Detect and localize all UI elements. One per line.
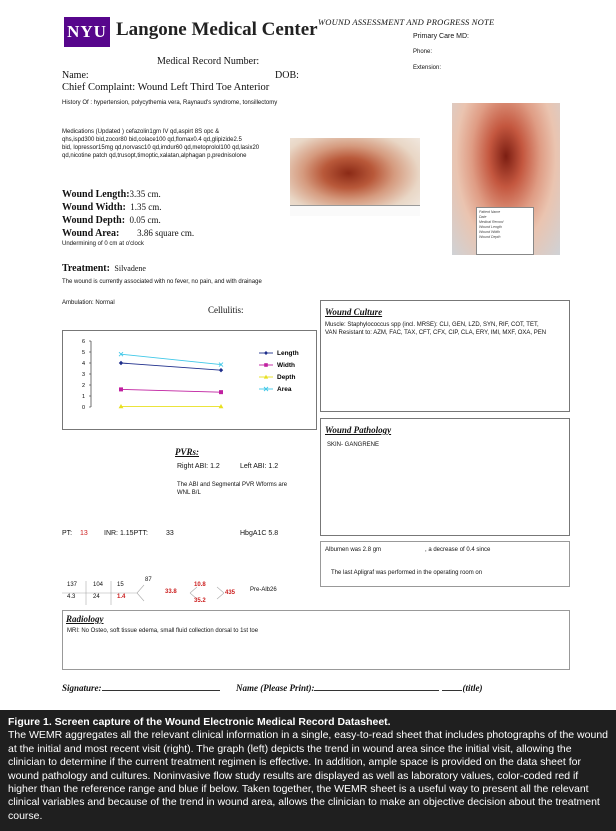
tag-line: Medical Record	[479, 220, 504, 224]
radiology-text: MRI: No Osteo, soft tissue edema, small fluid collection dorsal to 1st toe	[67, 628, 259, 634]
measure-label: Wound Area:	[62, 228, 120, 239]
pvr-note: The ABI and Segmental PVR Wforms are	[177, 482, 288, 488]
data-point-width	[219, 390, 223, 394]
phone-label: Phone:	[413, 49, 433, 55]
name-label: Name:	[62, 70, 89, 81]
pt-label: PT:	[62, 530, 73, 537]
cellulitis-label: Cellulitis:	[208, 305, 244, 315]
undermining-text: Undermining of 0 cm at o'clock	[62, 241, 144, 247]
tag-line: Date	[479, 215, 487, 219]
legend-marker	[264, 351, 268, 355]
hba1c: HbgA1C 5.8	[240, 530, 279, 537]
y-tick-label: 3	[81, 372, 85, 378]
inr-label: INR: 1.15PTT:	[104, 530, 148, 537]
lab-wbc: 33.8	[165, 589, 177, 595]
med-line: bid, lopressor15mg qd,norvasc10 qd,imdur60 qd,metoprolol100 qd,lasix20	[62, 145, 260, 151]
lab-hct: 35.2	[194, 598, 206, 604]
lab-hgb: 10.8	[194, 582, 206, 588]
measure-value: 0.05 cm.	[129, 215, 161, 225]
chief-complaint: Chief Complaint: Wound Left Third Toe Anterior	[62, 82, 270, 93]
note-title: WOUND ASSESSMENT AND PROGRESS NOTE	[318, 17, 495, 27]
measure-row	[62, 210, 194, 226]
history-text: History Of : hypertension, polycythemia vera, Raynaud's syndrome, tonsillectomy	[62, 100, 278, 106]
dob-label: DOB:	[275, 70, 299, 81]
pt-value: 13	[80, 530, 88, 537]
lab-co2: 24	[93, 594, 100, 600]
title-label: (title)	[462, 683, 483, 693]
series-line-area	[121, 354, 221, 364]
treatment-label: Treatment:	[62, 263, 110, 274]
caption-heading	[8, 716, 608, 729]
culture-title: Wound Culture	[325, 307, 383, 317]
data-point-length	[219, 368, 223, 372]
radiology-title: Radiology	[66, 614, 104, 624]
measure-value: 3.35 cm.	[129, 189, 161, 199]
extension-label: Extension:	[413, 65, 442, 71]
y-tick-label: 5	[81, 350, 85, 356]
left-abi: Left ABI: 1.2	[240, 463, 279, 470]
ptt-value: 33	[166, 530, 174, 537]
legend-label-depth: Depth	[277, 374, 296, 382]
lab-cr: 1.4	[117, 594, 126, 600]
measure-label: Wound Depth:	[62, 215, 126, 226]
ambulation-text: Ambulation: Normal	[62, 300, 115, 306]
tag-line: Patient Name	[479, 210, 501, 214]
recent-wound-photo	[452, 103, 560, 255]
name-print-line	[314, 690, 439, 691]
legend-label-area: Area	[277, 386, 292, 394]
series-line-length	[121, 363, 221, 370]
y-tick-label: 0	[81, 405, 85, 411]
radiology-box	[62, 610, 570, 670]
measures-block	[62, 184, 195, 239]
albumin-box	[320, 541, 570, 587]
caption-label: Figure 1.	[8, 716, 52, 728]
lab-prealb: Pre-Alb26	[250, 587, 277, 593]
tag-line: Wound Depth	[479, 235, 501, 239]
current-status-text: The wound is currently associated with no fever, no pain, and with drainage	[62, 279, 262, 285]
primary-care-label: Primary Care MD:	[413, 33, 470, 40]
albumen-decrease: , a decrease of 0.4 since	[425, 547, 491, 553]
culture-line: Muscle: Staphylococcus spp (incl. MRSE): CLI, GEN, LZD, SYN, RIF, COT, TET,	[325, 322, 539, 328]
measure-row	[62, 184, 194, 200]
series-line-width	[121, 389, 221, 392]
wound-pathology-box	[320, 418, 570, 536]
wound-culture-box	[320, 300, 570, 412]
figure-caption	[0, 710, 616, 831]
measure-label: Wound Length:	[62, 189, 130, 200]
caption-body: The WEMR aggregates all the relevant clinical information in a single, easy-to-read sheet that includes photographs of the wound at the initial and most recent visit (right). The graph (left) depicts the trend in wound area since the initial visit, allowing the clinician to determine if the current treatment regimen is effective. In addition, ample space is provided on the data sheet for wound pathology and cultures. Noninvasive flow study results are displayed as well as laboratory values, color-coded red if higher than the reference range and blue if below. Taken together, the WEMR sheet is a useful way to present all the relevant clinical variables and because of the trend in wound area, allows the clinician to make an objective decision about the treatment course.	[8, 729, 609, 822]
tag-line: Wound Width	[479, 230, 500, 234]
medications-block	[62, 128, 302, 160]
lab-bun: 15	[117, 582, 124, 588]
lab-k: 4.3	[67, 594, 76, 600]
name-print-label: Name (Please Print):	[236, 683, 315, 693]
med-line: qhs,ispd300 bid,zocor80 bid,colace100 qd,flomax0.4 qd,glipizide2.5	[62, 137, 242, 143]
signature-label: Signature:	[62, 683, 102, 693]
pvr-title: PVRs:	[175, 447, 200, 457]
mrn-label: Medical Record Number:	[157, 56, 260, 67]
measure-row	[62, 197, 194, 213]
med-line: qd,nicotine patch qd,trusopt,timoptic,xalatan,alphagan p,prednisolone	[62, 153, 247, 159]
treatment-value: Silvadene	[114, 264, 146, 273]
photo-ruler	[290, 205, 420, 216]
apligraf-text: The last Apligraf was performed in the operating room on	[331, 570, 483, 576]
logo-text: NYU	[67, 22, 107, 41]
tag-line: Wound Length	[479, 225, 502, 229]
measure-value: 1.35 cm.	[130, 202, 162, 212]
nyu-logo	[64, 17, 110, 47]
measure-label: Wound Width:	[62, 202, 126, 213]
center-name: Langone Medical Center	[116, 19, 318, 40]
trend-chart-svg	[63, 331, 318, 431]
lab-glu: 87	[145, 577, 152, 583]
lab-na: 137	[67, 582, 78, 588]
lab-plt: 435	[225, 590, 236, 596]
albumen-text: Albumen was 2.8 gm	[325, 547, 382, 553]
med-line: Medications (Updated ) cefazolin1gm IV qd,aspirt 8S opc &	[62, 129, 220, 135]
legend-marker	[264, 363, 268, 367]
measure-value: 3.86 square cm.	[137, 228, 195, 238]
pathology-title: Wound Pathology	[325, 425, 392, 435]
caption-heading-text: Screen capture of the Wound Electronic Medical Record Datasheet.	[51, 716, 391, 728]
legend-label-width: Width	[277, 362, 295, 370]
culture-line: VAN Resistant to: AZM, FAC, TAX, CFT, CFX, CIP, CLA, ERY, IMI, MXF, OXA, PEN	[325, 330, 547, 336]
signature-row	[62, 683, 220, 693]
wound-measure-tag	[476, 207, 534, 255]
signature-line	[102, 690, 220, 691]
y-tick-label: 6	[81, 339, 85, 345]
lab-cl: 104	[93, 582, 104, 588]
initial-wound-photo	[290, 138, 420, 216]
pvr-note: WNL B/L	[177, 490, 201, 496]
y-tick-label: 2	[81, 383, 85, 389]
right-abi: Right ABI: 1.2	[177, 463, 220, 470]
name-print-row	[236, 683, 482, 693]
pathology-text: SKIN- GANGRENE	[327, 442, 380, 448]
data-point-length	[119, 361, 123, 365]
y-tick-label: 1	[81, 394, 85, 400]
wound-trend-chart	[62, 330, 317, 430]
lab-fishbone	[62, 575, 312, 615]
legend-label-length: Length	[277, 350, 299, 358]
treatment-row	[62, 258, 146, 276]
title-line	[442, 690, 462, 691]
y-tick-label: 4	[81, 361, 85, 367]
data-point-width	[119, 387, 123, 391]
measure-row	[62, 223, 195, 239]
